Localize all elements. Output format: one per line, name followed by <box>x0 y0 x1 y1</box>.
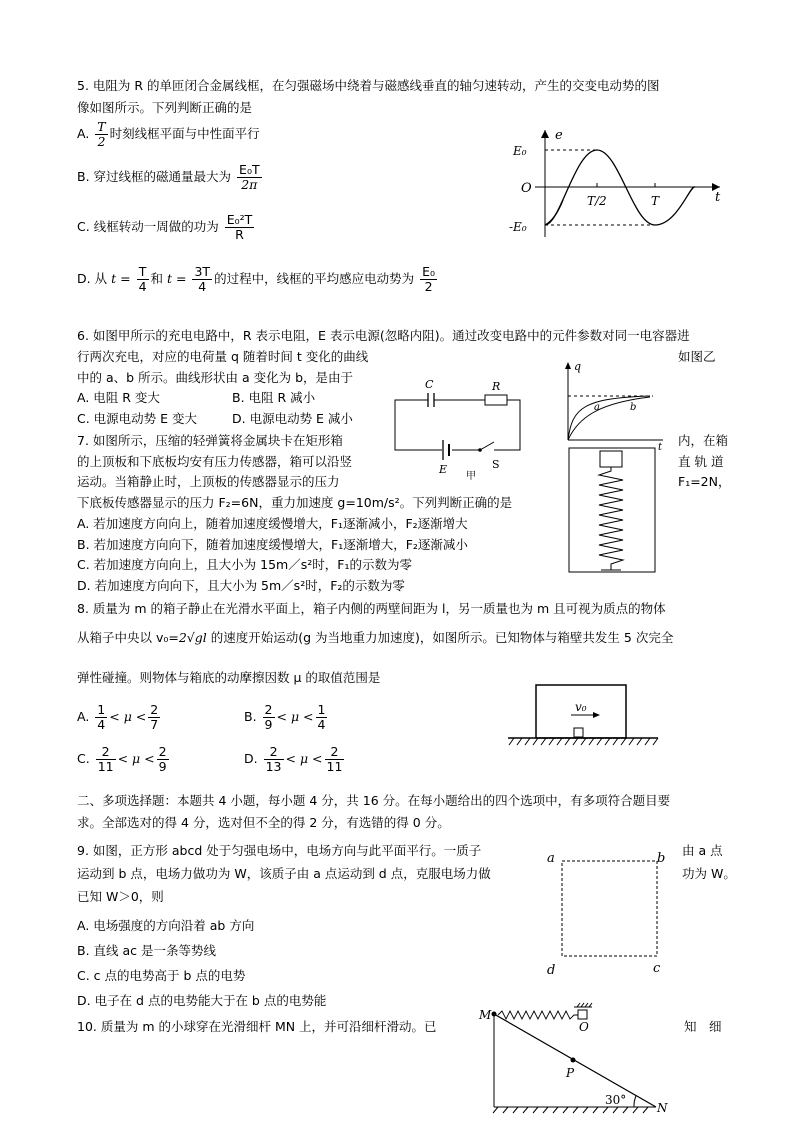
curve-a <box>568 396 650 440</box>
option-label: C. <box>77 751 90 766</box>
o-label: O <box>579 1020 589 1034</box>
fraction-e0-half: $\frac{\text{E₀}}{2}$ <box>422 264 435 294</box>
option-text: 线框转动一周做的功为 <box>93 219 219 234</box>
q7-option-a[interactable]: A. 若加速度方向向上，随着加速度缓慢增大，F₁逐渐减小，F₂逐渐增大 <box>77 516 468 531</box>
p-label: P <box>566 1066 575 1080</box>
fraction: $\frac{2}{11}$ <box>97 744 114 774</box>
q7-stem-line3-right: F₁=2N， <box>678 474 731 489</box>
q7-stem-line1-right: 内，在箱 <box>678 433 729 448</box>
fraction-flux: $\frac{\text{E₀T}}{2\pi}$ <box>239 162 260 192</box>
compressed-spring <box>599 467 623 570</box>
q6-stem-line1: 6. 如图甲所示的充电电路中，R 表示电阻，E 表示电源(忽略内阻)。通过改变电路中的元件参数对同一电容器进 <box>77 328 690 343</box>
q9-square-diagram <box>545 848 670 978</box>
curve-b <box>568 397 650 440</box>
q6-option-c[interactable]: C. 电源电动势 E 变大 <box>77 411 198 426</box>
stem-text: 的速度开始运动(g 为当地重力加速度)，如图所示。已知物体与箱壁共发生 5 次完全 <box>206 630 674 645</box>
q5-option-a[interactable] <box>77 120 260 149</box>
point-b-label: b <box>657 851 666 866</box>
t-label: t <box>715 190 721 205</box>
fraction: $\frac{2}{9}$ <box>158 744 167 774</box>
q-axis-arrow <box>565 362 571 369</box>
angle-arc <box>634 1096 636 1107</box>
point-c-label: c <box>653 961 661 976</box>
q9-stem-line1: 9. 如图，正方形 abcd 处于匀强电场中，电场方向与此平面平行。一质子 <box>77 843 482 858</box>
q5-option-b[interactable] <box>77 163 264 192</box>
q7-stem-line3: 运动。当箱静止时，上顶板的传感器显示的压力 <box>77 474 340 489</box>
angle-label: 30° <box>605 1093 627 1107</box>
q9-option-d[interactable]: D. 电子在 d 点的电势能大于在 b 点的电势能 <box>77 993 327 1008</box>
fraction: $\frac{2}{9}$ <box>264 702 273 732</box>
switch-label: S <box>492 458 500 471</box>
q7-option-c[interactable]: C. 若加速度方向向上，且大小为 15m／s²时，F₁的示数为零 <box>77 557 412 572</box>
q8-stem-line2 <box>77 630 673 646</box>
q7-stem-line1: 7. 如图所示，压缩的轻弹簧将金属块卡在矩形箱 <box>77 433 343 448</box>
inequality: < μ < <box>276 709 314 724</box>
q9-stem-line2: 运动到 b 点，电场力做功为 W，该质子由 a 点运动到 d 点，克服电场力做 <box>77 866 491 881</box>
q7-option-d[interactable]: D. 若加速度方向向下，且大小为 5m／s²时，F₂的示数为零 <box>77 578 405 593</box>
fraction-work: $\frac{\text{E₀²T}}{R}$ <box>226 212 253 242</box>
q8-stem-line1: 8. 质量为 m 的箱子静止在光滑水平面上，箱子内侧的两壁间距为 l，另一质量也为 m 且可视为质点的物体 <box>77 601 666 616</box>
m-label: M <box>479 1008 492 1022</box>
q8-box-diagram <box>508 683 663 747</box>
q9-option-b[interactable]: B. 直线 ac 是一条等势线 <box>77 943 217 958</box>
q9-stem-line3: 已知 W＞0，则 <box>77 889 164 904</box>
q6-option-b[interactable]: B. 电阻 R 减小 <box>232 390 316 405</box>
q7-stem-line4: 下底板传感器显示的压力 F₂=6N，重力加速度 g=10m/s²。下列判断正确的是 <box>77 495 513 510</box>
q8-option-a[interactable] <box>77 703 162 732</box>
fraction-t-half: $\frac{T}{2}$ <box>97 119 106 149</box>
inequality: < μ < <box>285 751 323 766</box>
ground-hatch <box>493 1107 648 1113</box>
point-m <box>492 1012 497 1017</box>
q5-stem-line2: 像如图所示。下列判断正确的是 <box>77 100 253 115</box>
fraction: $\frac{1}{4}$ <box>97 702 106 732</box>
q10-rod-diagram <box>476 1005 676 1115</box>
t-label: t <box>658 442 663 453</box>
ceiling-hatch <box>577 1003 592 1007</box>
circuit-wire <box>395 400 520 450</box>
q6-circuit-diagram <box>392 378 532 482</box>
option-label: A. <box>77 709 90 724</box>
neg-e0-label: -E₀ <box>509 220 527 234</box>
resistor-label: R <box>492 380 501 393</box>
q5-emf-graph <box>505 125 725 240</box>
curve-a-label: a <box>594 402 600 413</box>
q5-option-c[interactable] <box>77 213 256 242</box>
q7-option-b[interactable]: B. 若加速度方向向下，随着加速度缓慢增大，F₁逐渐增大，F₂逐渐减小 <box>77 537 468 552</box>
v0-label: v₀ <box>575 700 587 714</box>
q6-stem-line3: 中的 a、b 所示。曲线形状由 a 变化为 b，是由于 <box>77 370 354 385</box>
option-label: B. <box>77 169 90 184</box>
section2-line1: 二、多项选择题：本题共 4 小题，每小题 4 分，共 16 分。在每小题给出的四个选项中，有多项符合题目要 <box>77 793 671 808</box>
q6-charge-graph <box>558 358 668 453</box>
q5-stem-line1: 5. 电阻为 R 的单匝闭合金属线框，在匀强磁场中绕着与磁感线垂直的轴匀速转动，产生的交变电动势的图 <box>77 78 660 93</box>
q9-option-c[interactable]: C. c 点的电势高于 b 点的电势 <box>77 968 246 983</box>
point-a-label: a <box>547 851 555 866</box>
t-half-label: T/2 <box>587 194 607 208</box>
fraction: $\frac{2}{7}$ <box>150 702 159 732</box>
q9-option-a[interactable]: A. 电场强度的方向沿着 ab 方向 <box>77 918 255 933</box>
resistor <box>485 395 507 405</box>
figure-caption: 甲 <box>466 471 476 482</box>
option-label: A. <box>77 126 90 141</box>
particle <box>574 728 583 737</box>
e0-label: E₀ <box>513 144 527 158</box>
q10-stem-line1: 10. 质量为 m 的小球穿在光滑细杆 MN 上，并可沿细杆滑动。已 <box>77 1019 437 1034</box>
ground-hatch <box>509 738 658 745</box>
fraction: $\frac{2}{13}$ <box>265 744 282 774</box>
q5-option-d[interactable] <box>77 265 439 294</box>
q8-stem-line3: 弹性碰撞。则物体与箱底的动摩擦因数 μ 的取值范围是 <box>77 670 381 685</box>
option-label: C. <box>77 219 90 234</box>
t-symbol: t = <box>167 271 187 286</box>
q6-option-d[interactable]: D. 电源电动势 E 减小 <box>232 411 353 426</box>
t-symbol: t = <box>111 271 131 286</box>
q7-spring-box-diagram <box>568 447 658 575</box>
origin-label: O <box>521 181 532 196</box>
square-abcd <box>562 861 657 956</box>
option-label: B. <box>244 709 257 724</box>
inequality: < μ < <box>117 751 155 766</box>
inequality: < μ < <box>109 709 147 724</box>
metal-block <box>600 451 622 467</box>
capacitor-label: C <box>425 378 434 391</box>
q8-option-c[interactable] <box>77 745 171 774</box>
q6-stem-line2: 行两次充电，对应的电荷量 q 随着时间 t 变化的曲线 <box>77 349 369 364</box>
fraction: $\frac{2}{11}$ <box>326 744 343 774</box>
pivot-o <box>578 1010 587 1019</box>
e-label: e <box>555 128 563 143</box>
q7-stem-line2: 的上顶板和下底板均安有压力传感器，箱可以沿竖 <box>77 454 353 469</box>
stem-text: 从箱子中央以 v₀= <box>77 630 179 645</box>
section2-line2: 求。全部选对的得 4 分，选对但不全的得 2 分，有选错的得 0 分。 <box>77 815 450 830</box>
curve-b-label: b <box>630 402 637 413</box>
q8-option-d[interactable] <box>244 745 346 774</box>
point-d-label: d <box>547 963 556 978</box>
e-axis-arrow <box>541 130 549 138</box>
q10-stem-line1-right: 知 细 <box>684 1019 722 1034</box>
point-p <box>571 1058 576 1063</box>
emf-curve-start <box>545 200 563 225</box>
q6-stem-line2-right: 如图乙 <box>678 349 716 364</box>
q9-stem-line2-right: 功为 W。 <box>682 866 736 881</box>
option-label: D. <box>244 751 258 766</box>
n-label: N <box>657 1101 668 1115</box>
source-label: E <box>439 463 448 476</box>
velocity-formula: 2√gl <box>178 630 207 645</box>
q7-stem-line2-right: 直 轨 道 <box>678 454 724 469</box>
q8-option-b[interactable] <box>244 703 329 732</box>
option-text: 从 <box>94 271 108 286</box>
fraction-t-quarter: $\frac{T}{4}$ <box>138 264 147 294</box>
spring <box>498 1011 578 1019</box>
fraction: $\frac{1}{4}$ <box>317 702 326 732</box>
option-text: 的过程中，线框的平均感应电动势为 <box>214 271 415 286</box>
option-text: 穿过线框的磁通量最大为 <box>93 169 232 184</box>
option-text: 时刻线框平面与中性面平行 <box>109 126 260 141</box>
option-label: D. <box>77 271 91 286</box>
t-full-label: T <box>651 194 660 208</box>
q9-stem-line1-right: 由 a 点 <box>682 843 723 858</box>
fraction-3t-quarter: $\frac{3T}{4}$ <box>194 264 211 294</box>
q6-option-a[interactable]: A. 电阻 R 变大 <box>77 390 160 405</box>
q-label: q <box>574 360 582 373</box>
and-text: 和 <box>150 271 164 286</box>
